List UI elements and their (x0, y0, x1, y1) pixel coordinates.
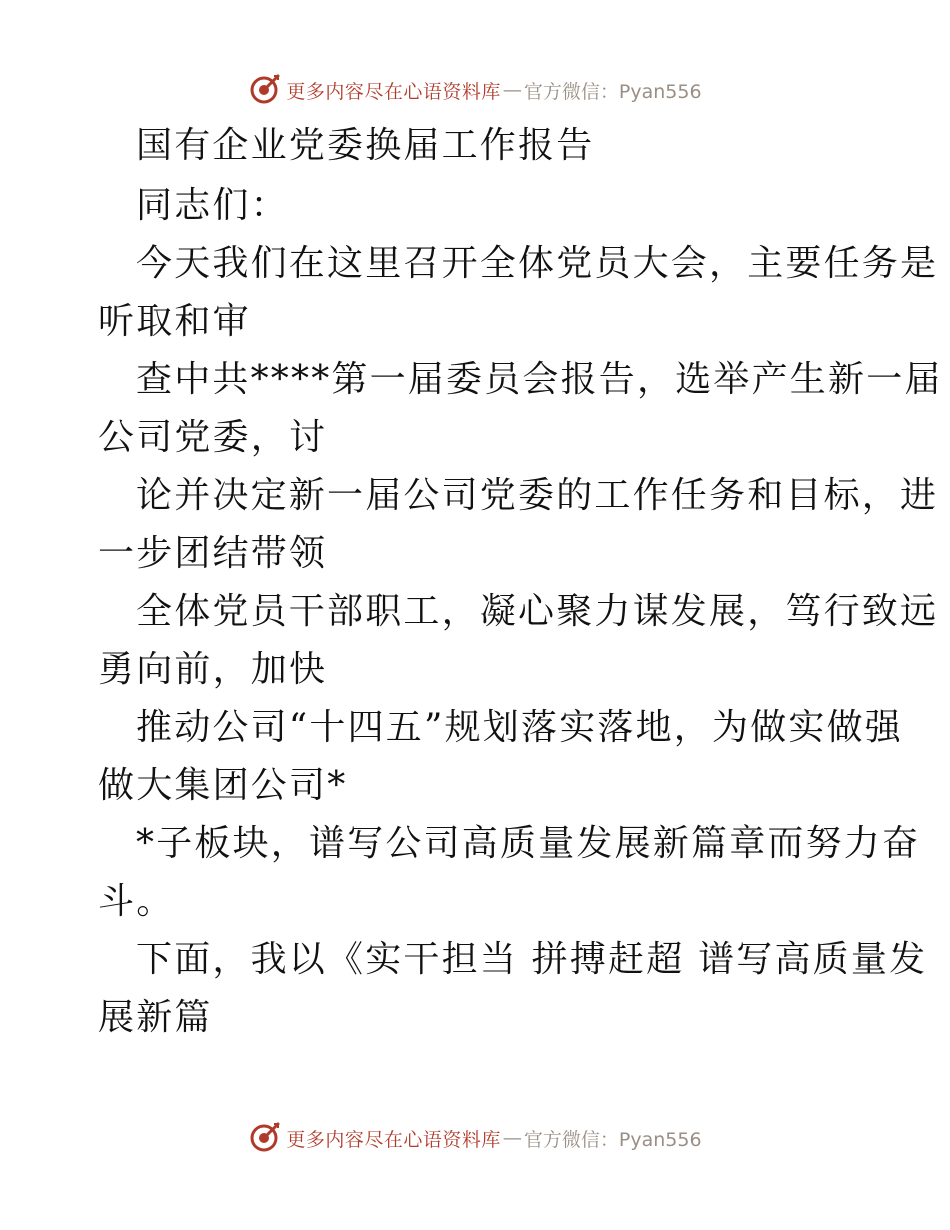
brand-logo-icon (248, 74, 280, 106)
paragraph-line: 勇向前，加快 (98, 649, 328, 690)
footer-banner (0, 1118, 950, 1158)
document-title: 国有企业党委换届工作报告 (136, 125, 595, 166)
paragraph-line: 一步团结带领 (98, 533, 328, 574)
paragraph-line: 今天我们在这里召开全体党员大会，主要任务是 (136, 243, 939, 284)
paragraph-line: 推动公司“十四五”规划落实落地，为做实做强 (136, 707, 904, 748)
paragraph-line: 斗。 (98, 881, 175, 922)
header-contact-text: 官方微信：Pyan556 (523, 80, 702, 103)
footer-separator: — (502, 1127, 522, 1149)
header-separator: — (502, 79, 522, 101)
paragraph-line: 同志们： (136, 185, 289, 226)
paragraph-line: 全体党员干部职工，凝心聚力谋发展，笃行致远 (136, 591, 939, 632)
paragraph-line: 查中共****第一届委员会报告，选举产生新一届 (136, 359, 943, 400)
paragraph-line: 展新篇 (98, 997, 213, 1038)
paragraph-line: 做大集团公司* (98, 765, 348, 806)
paragraph-line: 听取和审 (98, 301, 251, 342)
footer-contact-text: 官方微信：Pyan556 (523, 1128, 702, 1151)
paragraph-line: 公司党委，讨 (98, 417, 328, 458)
paragraph-line: 论并决定新一届公司党委的工作任务和目标，进 (136, 475, 939, 516)
brand-logo-icon (248, 1122, 280, 1154)
paragraph-line: 下面，我以《实干担当 拼搏赶超 谱写高质量发 (136, 939, 928, 980)
header-banner (0, 70, 950, 110)
header-brand-text: 更多内容尽在心语资料库 (286, 80, 501, 103)
footer-brand-text: 更多内容尽在心语资料库 (286, 1128, 501, 1151)
paragraph-line: *子板块，谱写公司高质量发展新篇章而努力奋 (136, 823, 921, 864)
